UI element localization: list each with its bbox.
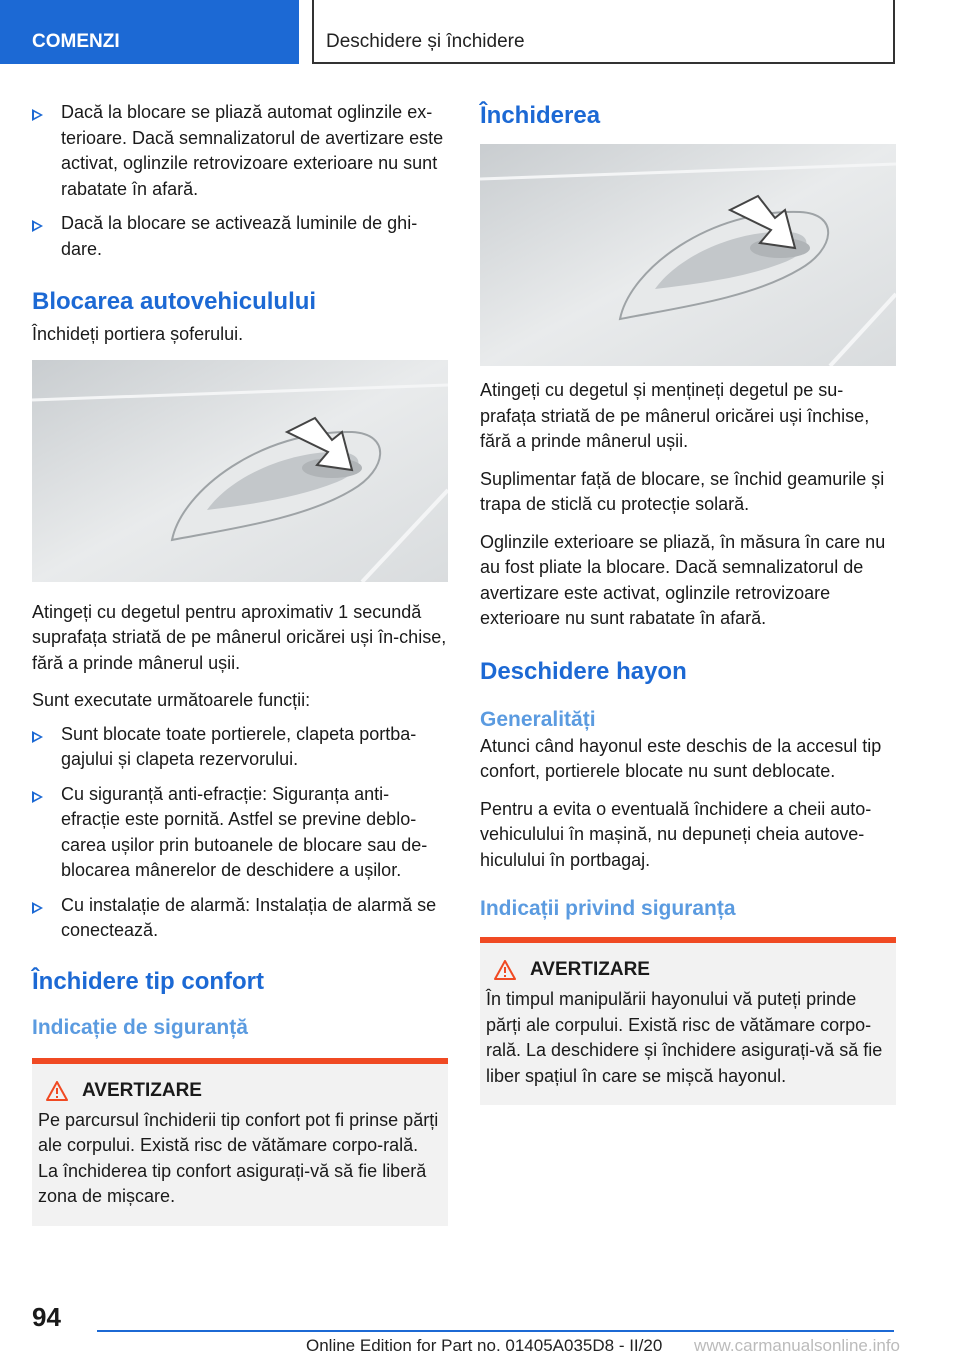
door-handle-illustration bbox=[480, 144, 896, 366]
paragraph: Suplimentar față de blocare, se închid geamurile și trapa de sticlă cu protecție solară. bbox=[480, 468, 885, 514]
right-column bbox=[480, 100, 896, 1105]
warning-text: Pe parcursul închiderii tip confort pot fi prinse părți ale corpului. Există risc de vătămare corpo-rală. La închiderea tip confort asigurați-vă să fie liberă zona de mișcare. bbox=[38, 1109, 439, 1206]
triangle-bullet-icon bbox=[32, 902, 43, 914]
heading-closing: Închiderea bbox=[480, 102, 601, 129]
door-handle-illustration bbox=[32, 360, 448, 582]
triangle-bullet-icon bbox=[32, 791, 43, 803]
triangle-bullet-icon bbox=[32, 220, 43, 232]
paragraph: Atingeți cu degetul pentru aproximativ 1 secundă suprafața striată de pe mânerul oricărei uși în-chise, fără a prinde mânerul ușii. bbox=[32, 601, 447, 673]
paragraph: Atingeți cu degetul și mențineți degetul pe su-prafața striată de pe mânerul oricărei uși închise, fără a prinde mânerul ușii. bbox=[480, 380, 870, 451]
triangle-bullet-icon bbox=[32, 731, 43, 743]
list-item: Dacă la blocare se pliază automat oglinzile ex-terioare. Dacă semnalizatorul de avertizare este activat, oglinzile retrovizoare exterioare nu sunt rabatate în afară. bbox=[32, 100, 448, 202]
paragraph: Închideți portiera șoferului. bbox=[32, 324, 244, 344]
heading-lock-vehicle: Blocarea autovehiculului bbox=[32, 288, 317, 315]
warning-triangle-icon bbox=[494, 960, 516, 980]
bullet-list-mirrors bbox=[32, 100, 448, 262]
section-tab: COMENZI bbox=[0, 0, 299, 64]
warning-triangle-icon bbox=[46, 1081, 68, 1101]
heading-safety-notes: Indicații privind siguranța bbox=[480, 897, 736, 920]
warning-title: AVERTIZARE bbox=[38, 1080, 442, 1102]
heading-general: Generalități bbox=[480, 707, 596, 731]
list-item: Sunt blocate toate portierele, clapeta portba-gajului și clapeta rezervorului. bbox=[32, 722, 448, 773]
chapter-title: Deschidere și închidere bbox=[312, 0, 895, 64]
paragraph: Atunci când hayonul este deschis de la accesul tip confort, portierele blocate nu sunt deblocate. bbox=[480, 735, 882, 781]
paragraph: Pentru a evita o eventuală închidere a cheii auto-vehiculului în mașină, nu depuneți cheia autove-hiculului în portbagaj. bbox=[480, 798, 872, 870]
left-column bbox=[32, 100, 448, 1226]
warning-box bbox=[480, 937, 896, 1105]
heading-tailgate: Deschidere hayon bbox=[480, 657, 687, 685]
warning-text: În timpul manipulării hayonului vă puteți prinde părți ale corpului. Există risc de vătămare corpo-rală. La deschidere și închidere asigurați-vă să fie liber spațiul în care se mișcă hayonul. bbox=[486, 989, 883, 1086]
edition-info: Online Edition for Part no. 01405A035D8 - II/20 bbox=[306, 1336, 663, 1355]
watermark: www.carmanualsonline.info bbox=[694, 1336, 900, 1355]
heading-safety-note: Indicație de siguranță bbox=[32, 1015, 248, 1039]
warning-box bbox=[32, 1058, 448, 1226]
heading-comfort-close: Închidere tip confort bbox=[32, 967, 265, 995]
bullet-list-functions bbox=[32, 722, 448, 944]
footer-rule bbox=[97, 1330, 894, 1332]
paragraph: Oglinzile exterioare se pliază, în măsura în care nu au fost pliate la blocare. Dacă semnalizatorul de avertizare este activat, oglinzile retrovizoare exterioare nu sunt rabatate în afară. bbox=[480, 531, 886, 628]
list-item: Cu siguranță anti-efracție: Siguranța anti-efracție este pornită. Astfel se previne deblo-carea ușilor prin butoanele de blocare sau de-blocarea mânerelor de deschidere a ușilor. bbox=[32, 782, 448, 884]
warning-title: AVERTIZARE bbox=[486, 959, 890, 981]
list-item: Dacă la blocare se activează luminile de ghi-dare. bbox=[32, 211, 448, 262]
triangle-bullet-icon bbox=[32, 109, 43, 121]
list-item: Cu instalație de alarmă: Instalația de alarmă se conectează. bbox=[32, 893, 448, 944]
paragraph: Sunt executate următoarele funcții: bbox=[32, 690, 311, 710]
page-number: 94 bbox=[32, 1302, 61, 1332]
